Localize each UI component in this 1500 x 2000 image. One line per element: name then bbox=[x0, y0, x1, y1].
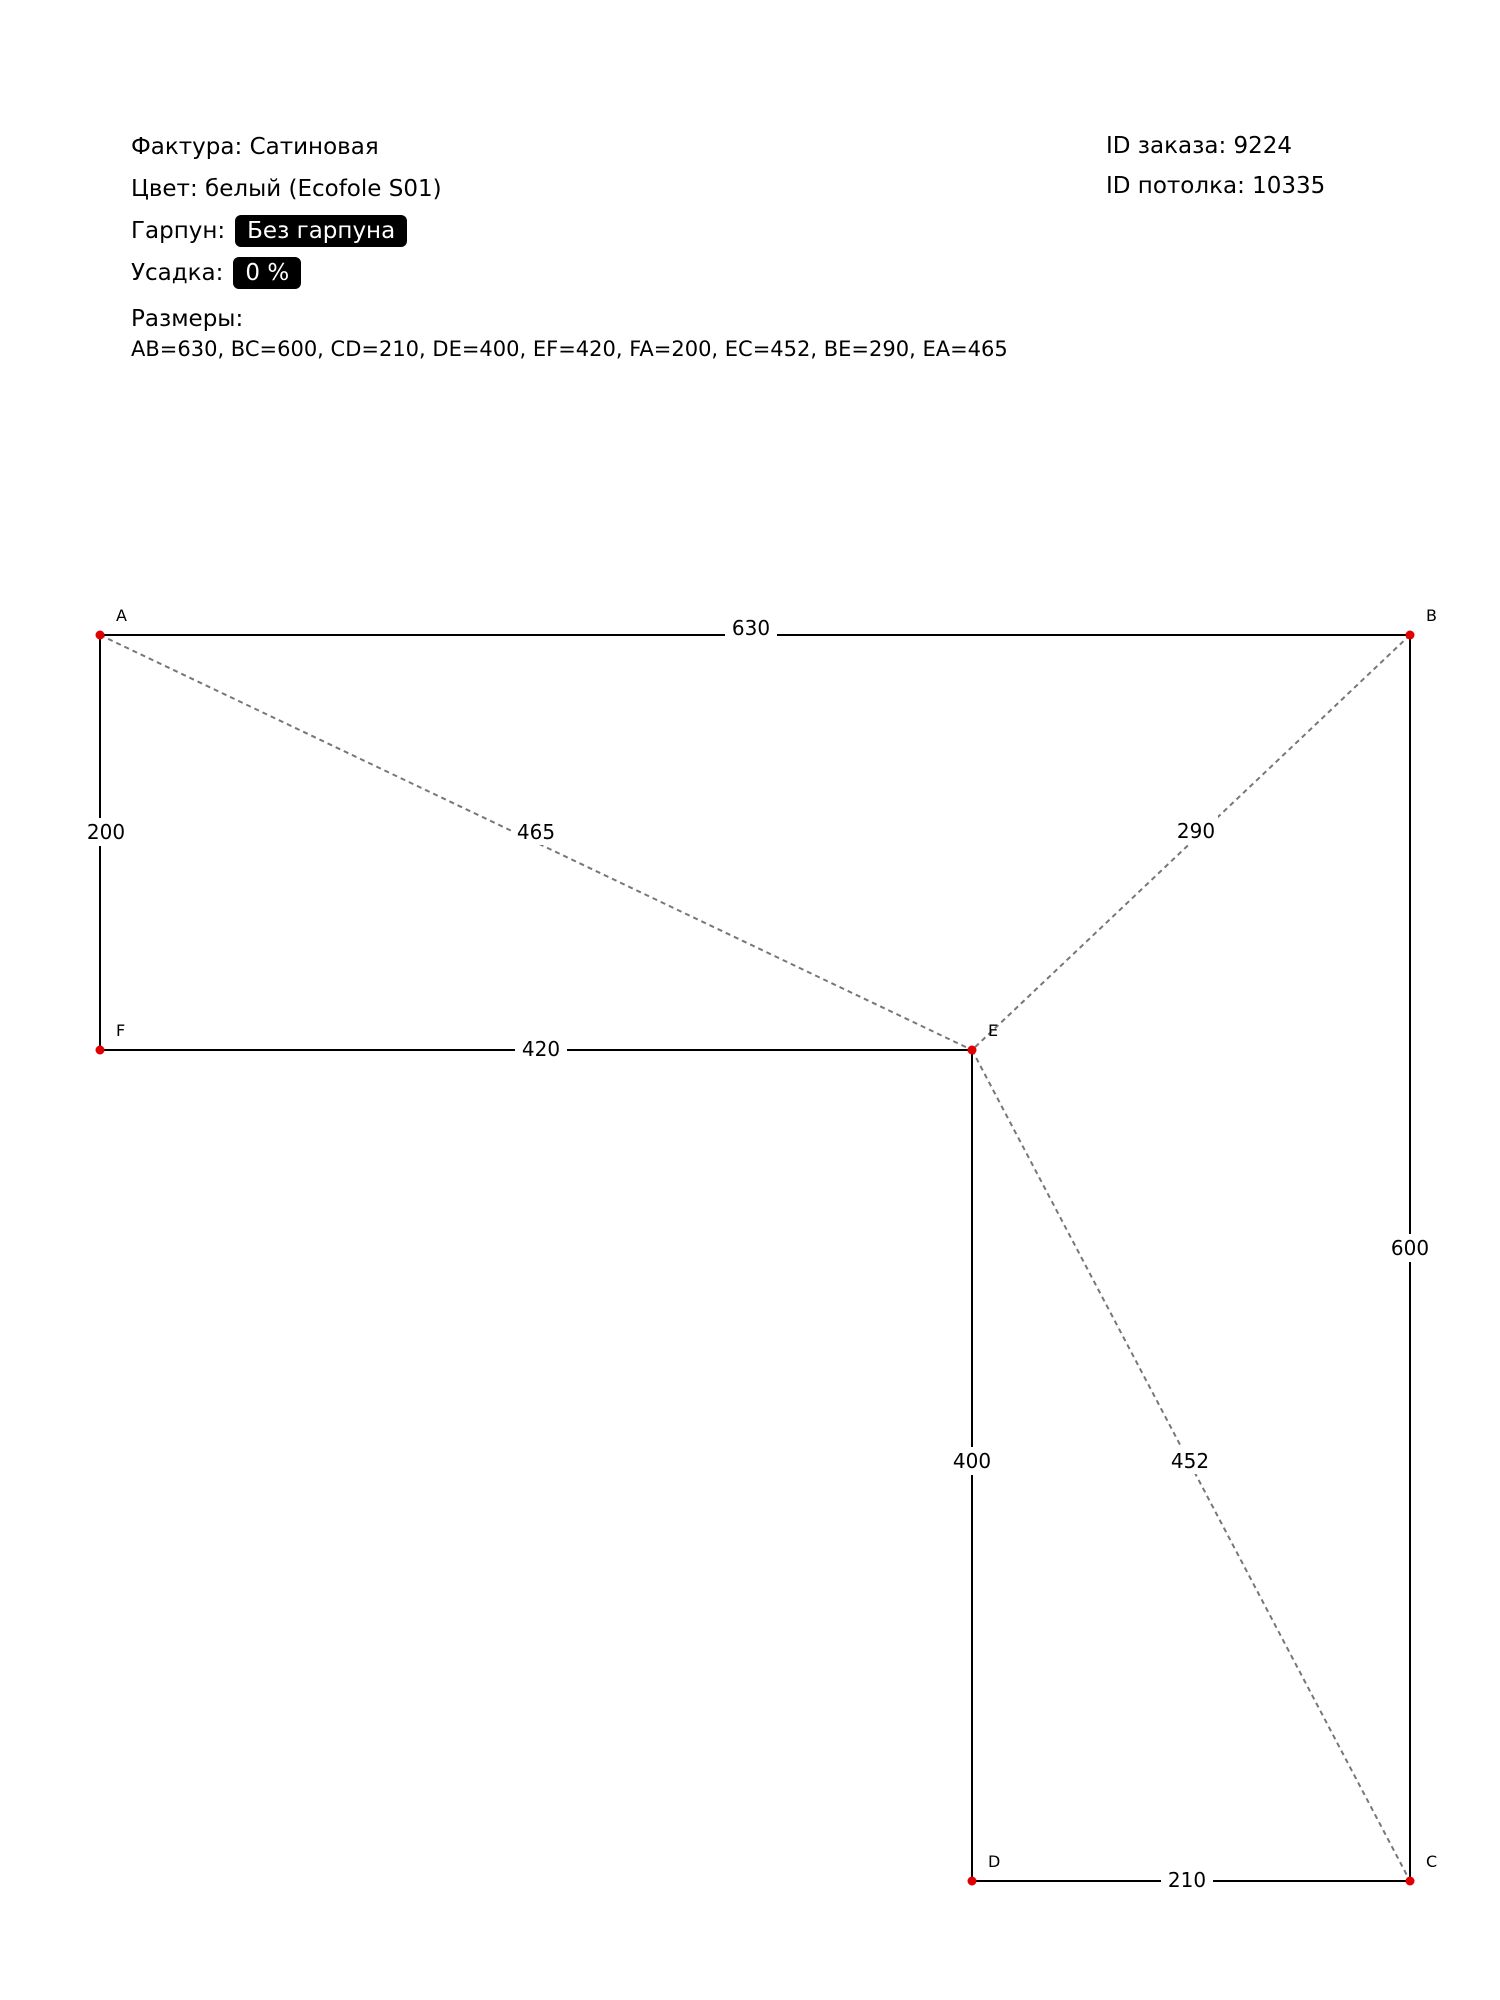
color-value: белый (Ecofole S01) bbox=[205, 176, 442, 202]
vertex-label-a: A bbox=[116, 606, 127, 625]
vertex-label-c: C bbox=[1426, 1852, 1438, 1871]
side-label-cd bbox=[1161, 1867, 1213, 1895]
vertex-e bbox=[968, 1046, 977, 1055]
svg-text:400: 400 bbox=[952, 1449, 992, 1473]
diagonal-label-ea bbox=[514, 817, 558, 845]
diagonal-label-ec bbox=[1168, 1446, 1212, 1474]
sizes-label: Размеры: bbox=[131, 306, 244, 332]
ceiling-id-label: ID потолка: bbox=[1106, 173, 1245, 199]
texture-label: Фактура: bbox=[131, 134, 243, 160]
ceiling-id-value: 10335 bbox=[1252, 173, 1326, 199]
vertex-label-b: B bbox=[1426, 606, 1437, 625]
order-id-label: ID заказа: bbox=[1106, 133, 1227, 159]
svg-text:200: 200 bbox=[86, 820, 126, 844]
vertex-a bbox=[96, 631, 105, 640]
sizes-list: AB=630, BC=600, CD=210, DE=400, EF=420, FA=200, EC=452, BE=290, EA=465 bbox=[131, 337, 1008, 361]
shrink-badge: 0 % bbox=[233, 257, 301, 289]
svg-text:465: 465 bbox=[516, 820, 556, 844]
side-label-de bbox=[952, 1447, 992, 1475]
vertex-c bbox=[1406, 1877, 1415, 1886]
svg-text:630: 630 bbox=[731, 616, 771, 640]
side-label-bc bbox=[1390, 1234, 1430, 1262]
harpoon-badge: Без гарпуна bbox=[235, 215, 407, 247]
color-label: Цвет: bbox=[131, 176, 198, 202]
diagonal-label-be bbox=[1174, 816, 1218, 844]
harpoon-label: Гарпун: bbox=[131, 218, 226, 244]
order-id-value: 9224 bbox=[1233, 133, 1293, 159]
side-label-fa bbox=[86, 818, 126, 846]
vertex-label-d: D bbox=[988, 1852, 1001, 1871]
svg-text:452: 452 bbox=[1170, 1449, 1210, 1473]
vertex-d bbox=[968, 1877, 977, 1886]
vertex-label-f: F bbox=[116, 1021, 126, 1040]
svg-text:290: 290 bbox=[1176, 819, 1216, 843]
vertex-b bbox=[1406, 631, 1415, 640]
side-label-ab bbox=[725, 614, 777, 642]
texture-value: Сатиновая bbox=[249, 134, 379, 160]
vertex-label-e: E bbox=[988, 1021, 999, 1040]
side-label-ef bbox=[515, 1036, 567, 1064]
shrink-label: Усадка: bbox=[131, 260, 224, 286]
svg-text:210: 210 bbox=[1167, 1868, 1207, 1892]
svg-text:600: 600 bbox=[1390, 1236, 1430, 1260]
vertex-f bbox=[96, 1046, 105, 1055]
svg-text:420: 420 bbox=[521, 1037, 561, 1061]
